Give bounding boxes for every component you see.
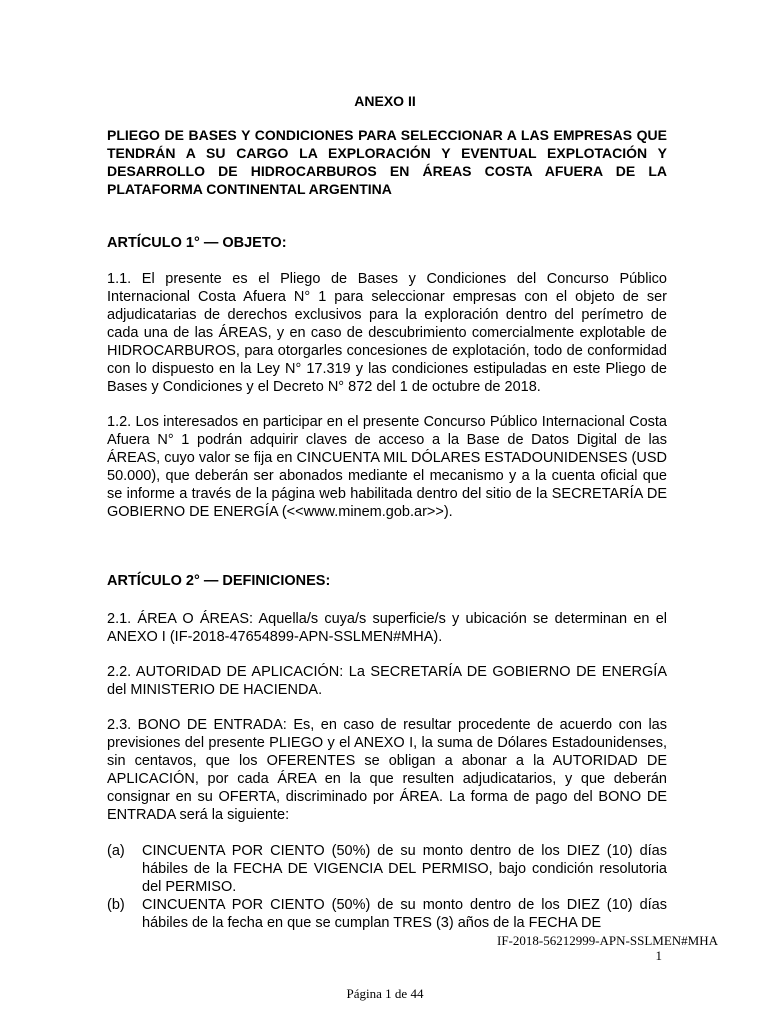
annex-title: ANEXO II — [354, 93, 416, 109]
article-1-paragraph-1-1: 1.1. El presente es el Pliego de Bases y Condiciones del Concurso Público Internacional Costa Afuera N° 1 para seleccionar empresas con el objeto de ser adjudicatarias de derechos exclusivos para la exploración dentro del perímetro de cada una de las ÁREAS, y en caso de descubrimiento comercialmente explotable de HIDROCARBUROS, para otorgarles concesiones de explotación, todo de conformidad con lo dispuesto en la Ley N° 17.319 y las condiciones estipuladas en este Pliego de Bases y Condiciones y el Decreto N° 872 del 1 de octubre de 2018. — [107, 271, 667, 395]
document-title: PLIEGO DE BASES Y CONDICIONES PARA SELECCIONAR A LAS EMPRESAS QUE TENDRÁN A SU CARGO LA EXPLORACIÓN Y EVENTUAL EXPLOTACIÓN Y DESARROLLO DE HIDROCARBUROS EN ÁREAS COSTA AFUERA DE LA PLATAFORMA CONTINENTAL ARGENTINA — [107, 127, 667, 197]
list-item-text: CINCUENTA POR CIENTO (50%) de su monto dentro de los DIEZ (10) días hábiles de la fecha en que se cumplan TRES (3) años de la FECHA DE — [142, 897, 667, 931]
list-item — [107, 842, 667, 896]
article-1-heading: ARTÍCULO 1° — OBJETO: — [107, 235, 287, 251]
page-number: Página 1 de 44 — [346, 986, 424, 1001]
article-2-paragraph-2-3: 2.3. BONO DE ENTRADA: Es, en caso de resultar procedente de acuerdo con las previsiones del presente PLIEGO y el ANEXO I, la suma de Dólares Estadounidenses, sin centavos, que los OFERENTES se obligan a abonar a la AUTORIDAD DE APLICACIÓN, por cada ÁREA en la que resulten adjudicatarios, y que deberán consignar en su OFERTA, discriminado por ÁREA. La forma de pago del BONO DE ENTRADA será la siguiente: — [107, 717, 667, 823]
article-2-paragraph-2-2: 2.2. AUTORIDAD DE APLICACIÓN: La SECRETARÍA DE GOBIERNO DE ENERGÍA del MINISTERIO DE HACIENDA. — [107, 664, 667, 698]
article-2-heading: ARTÍCULO 2° — DEFINICIONES: — [107, 573, 331, 589]
list-item-marker: (a) — [107, 843, 125, 859]
footer-sheet-number: 1 — [655, 948, 662, 963]
list-item-text: CINCUENTA POR CIENTO (50%) de su monto dentro de los DIEZ (10) días hábiles de la FECHA DE VIGENCIA DEL PERMISO, bajo condición resolutoria del PERMISO. — [142, 843, 667, 895]
list-item-marker: (b) — [107, 897, 125, 913]
list-item — [107, 896, 667, 932]
article-1-paragraph-1-2: 1.2. Los interesados en participar en el presente Concurso Público Internacional Costa Afuera N° 1 podrán adquirir claves de acceso a la Base de Datos Digital de las ÁREAS, cuyo valor se fija en CINCUENTA MIL DÓLARES ESTADOUNIDENSES (USD 50.000), que deberán ser abonados mediante el mecanismo y a la cuenta oficial que se informe a través de la página web habilitada dentro del sitio de la SECRETARÍA DE GOBIERNO DE ENERGÍA (<<www.minem.gob.ar>>). — [107, 414, 667, 520]
footer-document-id: IF-2018-56212999-APN-SSLMEN#MHA — [496, 933, 718, 948]
article-2-paragraph-2-1: 2.1. ÁREA O ÁREAS: Aquella/s cuya/s superficie/s y ubicación se determinan en el ANEXO I (IF-2018-47654899-APN-SSLMEN#MHA). — [107, 611, 667, 645]
